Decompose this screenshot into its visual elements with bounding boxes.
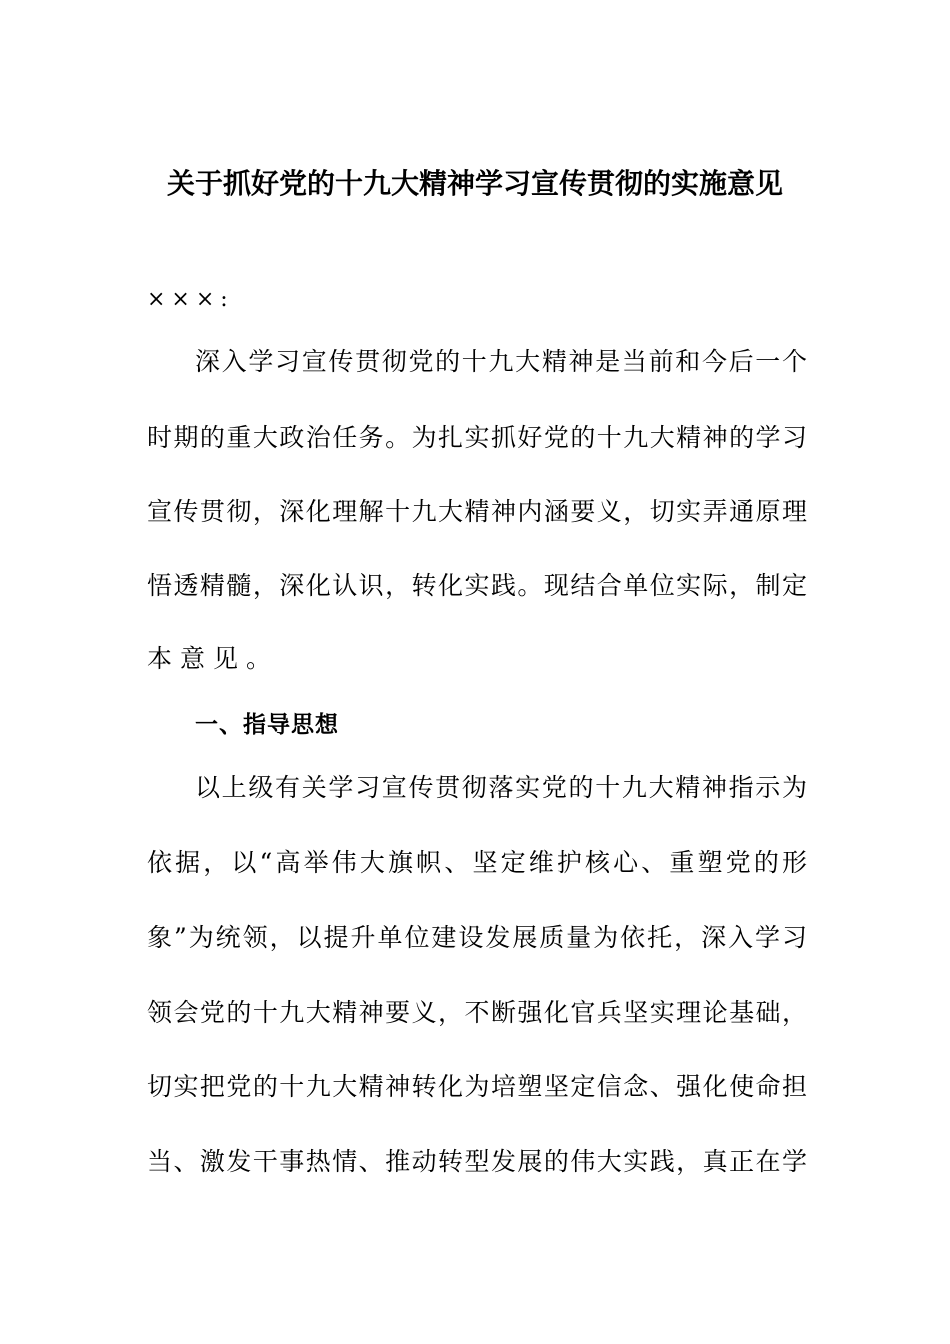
section-heading: 一、指导思想: [195, 712, 339, 738]
section-line: 象”为统领，以提升单位建设发展质量为依托，深入学习: [147, 923, 807, 952]
section-line: 切实把党的十九大精神转化为培塑坚定信念、强化使命担: [147, 1072, 807, 1101]
intro-line: 时期的重大政治任务。为扎实抓好党的十九大精神的学习: [147, 423, 807, 452]
intro-line: 深入学习宣传贯彻党的十九大精神是当前和今后一个: [195, 347, 807, 376]
intro-line: 悟透精髓，深化认识，转化实践。现结合单位实际，制定: [147, 571, 807, 600]
section-line: 以上级有关学习宣传贯彻落实党的十九大精神指示为: [195, 773, 807, 802]
section-line: 当、激发干事热情、推动转型发展的伟大实践，真正在学: [147, 1147, 807, 1176]
section-line: 领会党的十九大精神要义，不断强化官兵坚实理论基础，: [147, 998, 807, 1027]
document-title: 关于抓好党的十九大精神学习宣传贯彻的实施意见: [166, 167, 783, 200]
salutation: ×××:: [147, 287, 234, 312]
section-line: 依据，以“高举伟大旗帜、坚定维护核心、重塑党的形: [147, 848, 807, 877]
intro-line: 宣传贯彻，深化理解十九大精神内涵要义，切实弄通原理: [147, 497, 807, 526]
intro-line: 本意见。: [147, 644, 280, 673]
